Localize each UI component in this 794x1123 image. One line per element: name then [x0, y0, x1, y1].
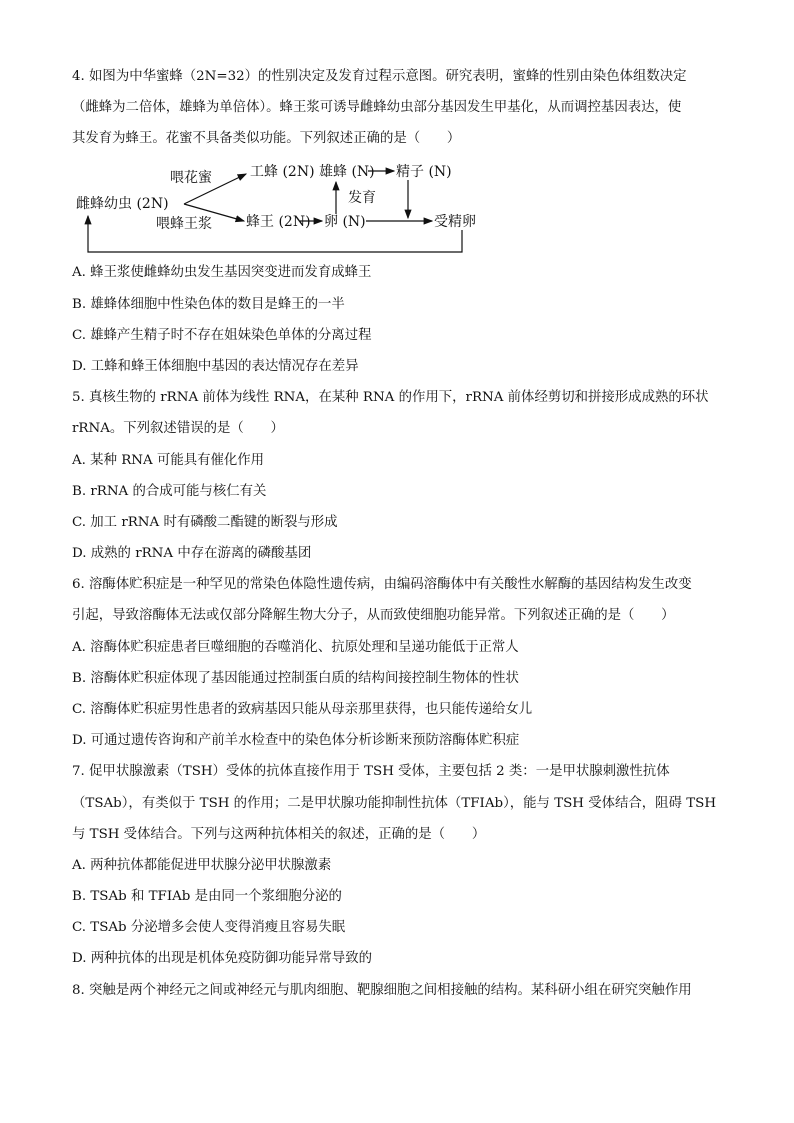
label-development: 发育 [348, 190, 376, 206]
q5-option-b: B. rRNA 的合成可能与核仁有关 [72, 484, 267, 499]
q5-option-d: D. 成熟的 rRNA 中存在游离的磷酸基团 [72, 546, 312, 561]
q7-option-d: D. 两种抗体的出现是机体免疫防御功能异常导致的 [72, 951, 372, 966]
q7-option-a: A. 两种抗体都能促进甲状腺分泌甲状腺激素 [72, 858, 332, 873]
q4-stem-line-2: （雌蜂为二倍体，雄蜂为单倍体）。蜂王浆可诱导雌蜂幼虫部分基因发生甲基化，从而调控基因表达，使 [72, 100, 682, 115]
q4-option-a: A. 蜂王浆使雌蜂幼虫发生基因突变进而发育成蜂王 [72, 265, 372, 280]
label-feed-royal-jelly: 喂蜂王浆 [156, 216, 212, 232]
q5-option-a: A. 某种 RNA 可能具有催化作用 [72, 453, 265, 468]
q6-stem-line-2: 引起，导致溶酶体无法或仅部分降解生物大分子，从而致使细胞功能异常。下列叙述正确的是（ ） [72, 608, 675, 623]
q6-option-b: B. 溶酶体贮积症体现了基因能通过控制蛋白质的结构间接控制生物体的性状 [72, 671, 519, 686]
q4-stem-line-1: 4. 如图为中华蜜蜂（2N=32）的性别决定及发育过程示意图。研究表明，蜜蜂的性别由染色体组数决定 [72, 69, 687, 84]
q5-stem-line-2: rRNA。下列叙述错误的是（ ） [72, 421, 284, 436]
q7-stem-line-1: 7. 促甲状腺激素（TSH）受体的抗体直接作用于 TSH 受体，主要包括 2 类：一是甲状腺刺激性抗体 [72, 764, 670, 779]
q4-stem-line-3: 其发育为蜂王。花蜜不具备类似功能。下列叙述正确的是（ ） [72, 131, 461, 146]
q6-stem-line-1: 6. 溶酶体贮积症是一种罕见的常染色体隐性遗传病，由编码溶酶体中有关酸性水解酶的基因结构发生改变 [72, 577, 692, 592]
label-larva: 雌蜂幼虫 (2N) [76, 196, 169, 212]
label-feed-nectar: 喂花蜜 [170, 170, 212, 186]
q6-option-c: C. 溶酶体贮积症男性患者的致病基因只能从母亲那里获得，也只能传递给女儿 [72, 702, 533, 717]
q5-stem-line-1: 5. 真核生物的 rRNA 前体为线性 RNA，在某种 RNA 的作用下，rRNA 前体经剪切和拼接形成成熟的环状 [72, 390, 709, 405]
q6-option-d: D. 可通过遗传咨询和产前羊水检查中的染色体分析诊断来预防溶酶体贮积症 [72, 733, 520, 748]
q7-stem-line-3: 与 TSH 受体结合。下列与这两种抗体相关的叙述，正确的是（ ） [72, 827, 486, 842]
label-queen: 蜂王 (2N) [246, 214, 311, 230]
q7-option-b: B. TSAb 和 TFIAb 是由同一个浆细胞分泌的 [72, 889, 342, 904]
q4-option-d: D. 工蜂和蜂王体细胞中基因的表达情况存在差异 [72, 359, 359, 374]
q6-option-a: A. 溶酶体贮积症患者巨噬细胞的吞噬消化、抗原处理和呈递功能低于正常人 [72, 640, 519, 655]
label-sperm: 精子 (N) [396, 164, 452, 180]
label-drone: 雄蜂 (N) [319, 164, 375, 180]
label-egg: 卵 (N) [324, 214, 366, 230]
label-worker: 工蜂 (2N) [250, 164, 315, 180]
label-fertilized-egg: 受精卵 [434, 214, 476, 230]
q8-stem-line-1: 8. 突触是两个神经元之间或神经元与肌肉细胞、靶腺细胞之间相接触的结构。某科研小组在研究突触作用 [72, 983, 692, 998]
q4-option-b: B. 雄蜂体细胞中性染色体的数目是蜂王的一半 [72, 297, 345, 312]
q5-option-c: C. 加工 rRNA 时有磷酸二酯键的断裂与形成 [72, 515, 338, 530]
q7-stem-line-2: （TSAb），有类似于 TSH 的作用；二是甲状腺功能抑制性抗体（TFIAb），能与 TSH 受体结合，阻碍 TSH [72, 796, 716, 811]
q4-option-c: C. 雄蜂产生精子时不存在姐妹染色单体的分离过程 [72, 328, 372, 343]
q7-option-c: C. TSAb 分泌增多会使人变得消瘦且容易失眠 [72, 920, 346, 935]
bee-development-diagram [72, 154, 502, 264]
